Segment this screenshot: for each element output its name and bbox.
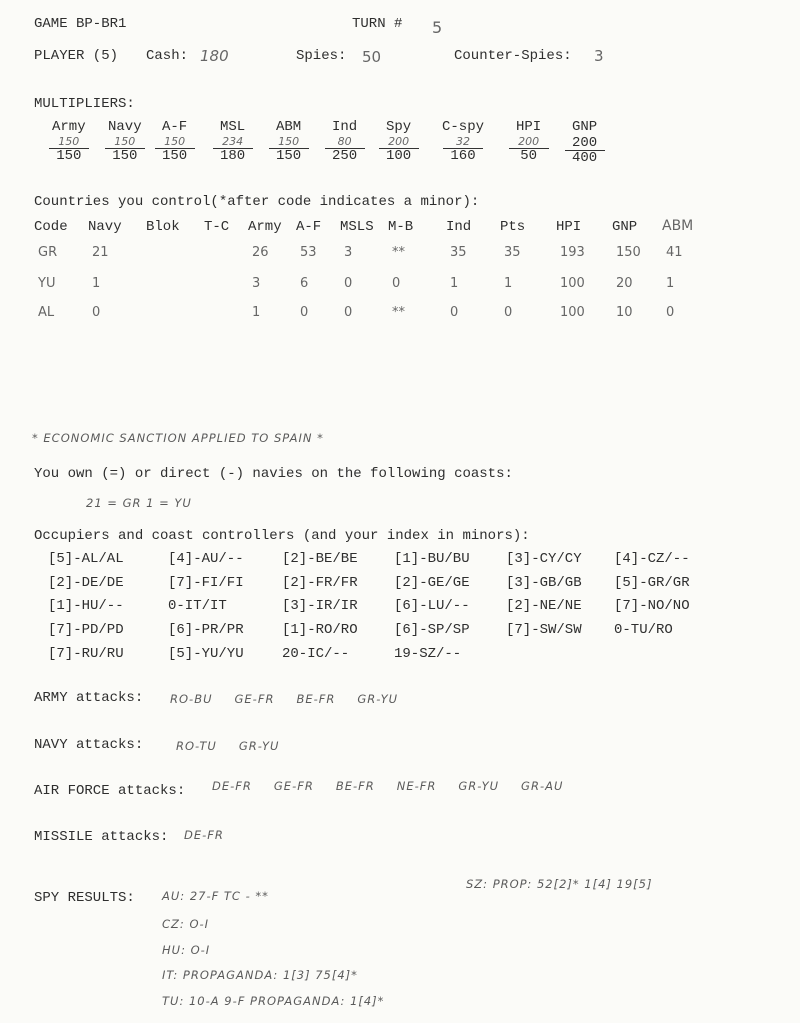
multiplier-fraction [379,136,419,164]
table-cell: 0 [666,305,675,320]
spies-value: 50 [362,48,382,66]
occupier-entry: [4]-CZ/-- [614,551,690,567]
attack-item: GR-YU [458,779,500,793]
table-cell: 0 [450,305,459,320]
column-header: Ind [446,219,472,235]
multiplier-label: ABM [276,119,302,135]
multiplier-denominator: 150 [269,148,309,164]
multiplier-label: Spy [386,119,412,135]
table-cell: 1 [504,276,513,291]
column-header: ABM [662,218,694,234]
multiplier-numerator: 32 [456,135,470,148]
table-cell: 6 [300,276,309,291]
occupier-entry: 19-SZ/-- [394,646,462,662]
turn-label: TURN # [352,16,403,32]
attack-item: BE-FR [296,692,336,706]
air-attacks-list [212,779,585,793]
multiplier-numerator: 234 [222,135,244,148]
table-cell: 1 [252,305,261,320]
multiplier-denominator: 150 [155,148,195,164]
table-cell: 0 [504,305,513,320]
attack-item: NE-FR [396,779,437,793]
occupier-entry: [5]-YU/YU [168,646,244,662]
occupier-entry: [7]-RU/RU [48,646,124,662]
occupier-entry: [5]-GR/GR [614,575,690,591]
column-header: T-C [204,219,230,235]
column-header: GNP [612,219,638,235]
table-cell: 3 [344,245,353,260]
sanction-note: * ECONOMIC SANCTION APPLIED TO SPAIN * [32,431,324,445]
table-cell: 193 [560,245,585,260]
table-cell: ** [392,245,405,260]
table-cell: 10 [616,305,633,320]
occupier-entry: [7]-SW/SW [506,622,582,638]
table-cell: ** [392,305,405,320]
multiplier-fraction [49,136,89,164]
occupiers-title: Occupiers and coast controllers (and your index in minors): [34,528,530,544]
table-cell: 0 [392,276,401,291]
attack-item: GR-YU [357,692,399,706]
air-attacks-label: AIR FORCE attacks: [34,783,186,799]
table-cell: 35 [450,245,467,260]
multiplier-fraction [443,136,483,164]
column-header: Code [34,219,68,235]
table-cell: 1 [450,276,459,291]
table-cell: 0 [344,305,353,320]
multiplier-numerator: 150 [278,135,300,148]
table-cell: 0 [92,305,101,320]
attack-item: GE-FR [273,779,314,793]
table-cell: 100 [560,305,585,320]
multiplier-denominator: 400 [565,150,605,166]
multiplier-fraction [213,136,253,164]
multiplier-denominator: 160 [443,148,483,164]
spy-result-line: HU: O-I [162,943,211,957]
column-header: Army [248,219,282,235]
attack-item: DE-FR [184,828,224,842]
multiplier-fraction [105,136,145,164]
spy-result-line: TU: 10-A 9-F PROPAGANDA: 1[4]* [162,994,385,1008]
occupier-entry: [3]-GB/GB [506,575,582,591]
occupier-entry: [3]-CY/CY [506,551,582,567]
multiplier-numerator: 200 [388,135,410,148]
table-cell: 35 [504,245,521,260]
counter-spies-value: 3 [594,47,604,65]
multiplier-label: MSL [220,119,246,135]
table-cell: 0 [300,305,309,320]
occupier-entry: [5]-AL/AL [48,551,124,567]
table-cell: 1 [666,276,675,291]
multiplier-denominator: 100 [379,148,419,164]
column-header: HPI [556,219,582,235]
occupier-entry: [2]-DE/DE [48,575,124,591]
occupier-entry: [7]-PD/PD [48,622,124,638]
navies-title: You own (=) or direct (-) navies on the following coasts: [34,466,513,482]
multiplier-numerator: 150 [114,135,136,148]
attack-item: GR-YU [238,739,280,753]
attack-item: GE-FR [234,692,275,706]
occupier-entry: [6]-LU/-- [394,598,470,614]
navies-value: 21 = GR 1 = YU [86,496,192,510]
occupier-entry: [6]-PR/PR [168,622,244,638]
army-attacks-list [170,692,420,706]
multiplier-label: Army [52,119,86,135]
multiplier-numerator: 80 [337,135,352,148]
occupier-entry: [1]-BU/BU [394,551,470,567]
column-header: MSLS [340,219,374,235]
multiplier-numerator: 200 [518,135,540,148]
spies-label: Spies: [296,48,347,64]
occupier-entry: [7]-NO/NO [614,598,690,614]
column-header: Blok [146,219,180,235]
attack-item: DE-FR [212,779,252,793]
column-header: M-B [388,219,414,235]
multiplier-denominator: 150 [49,148,89,164]
multiplier-numerator: 150 [164,135,186,148]
occupier-entry: 20-IC/-- [282,646,350,662]
table-cell: 53 [300,245,317,260]
occupier-entry: 0-IT/IT [168,598,227,614]
multiplier-label: HPI [516,119,542,135]
attack-item: GR-AU [521,779,564,793]
table-cell: GR [38,245,58,260]
table-cell: AL [38,305,55,320]
table-cell: 100 [560,276,585,291]
multiplier-fraction [565,136,605,166]
attack-item: BE-FR [335,779,375,793]
occupier-entry: [4]-AU/-- [168,551,244,567]
spy-result-line: IT: PROPAGANDA: 1[3] 75[4]* [162,968,358,982]
occupier-entry: [7]-FI/FI [168,575,244,591]
cash-label: Cash: [146,48,189,64]
multiplier-label: A-F [162,119,188,135]
occupier-entry: [1]-RO/RO [282,622,358,638]
occupier-entry: 0-TU/RO [614,622,673,638]
spy-result-line: AU: 27-F TC - ** [162,889,269,903]
table-cell: YU [38,276,56,291]
multiplier-numerator: 150 [58,135,80,148]
cash-value: 180 [200,47,229,65]
table-cell: 3 [252,276,261,291]
attack-item: RO-TU [176,739,217,753]
missile-attacks-label: MISSILE attacks: [34,829,169,845]
table-cell: 26 [252,245,269,260]
spy-results-label: SPY RESULTS: [34,890,135,906]
game-id: GAME BP-BR1 [34,16,127,32]
countries-title: Countries you control(*after code indicates a minor): [34,194,480,210]
spy-result-line: CZ: O-I [162,917,210,931]
multiplier-fraction [269,136,309,164]
multiplier-label: Ind [332,119,358,135]
occupier-entry: [6]-SP/SP [394,622,470,638]
navy-attacks-list [176,739,301,753]
multiplier-label: Navy [108,119,142,135]
multiplier-denominator: 180 [213,148,253,164]
spy-results-sz: SZ: PROP: 52[2]* 1[4] 19[5] [466,877,653,891]
column-header: Pts [500,219,526,235]
multiplier-denominator: 250 [325,148,365,164]
occupier-entry: [2]-FR/FR [282,575,358,591]
player-label: PLAYER (5) [34,48,119,64]
table-cell: 21 [92,245,109,260]
multiplier-fraction [509,136,549,164]
occupier-entry: [3]-IR/IR [282,598,358,614]
table-cell: 1 [92,276,101,291]
occupier-entry: [2]-GE/GE [394,575,470,591]
navy-attacks-label: NAVY attacks: [34,737,144,753]
multiplier-numerator: 200 [571,135,598,151]
occupier-entry: [1]-HU/-- [48,598,124,614]
table-cell: 0 [344,276,353,291]
counter-spies-label: Counter-Spies: [454,48,572,64]
column-header: A-F [296,219,322,235]
multiplier-denominator: 150 [105,148,145,164]
column-header: Navy [88,219,122,235]
multiplier-fraction [325,136,365,164]
missile-attacks-list [184,828,246,842]
table-cell: 41 [666,245,683,260]
table-cell: 150 [616,245,641,260]
multiplier-fraction [155,136,195,164]
attack-item: RO-BU [170,692,213,706]
multiplier-label: C-spy [442,119,485,135]
table-cell: 20 [616,276,633,291]
multipliers-title: MULTIPLIERS: [34,96,135,112]
multiplier-label: GNP [572,119,598,135]
occupier-entry: [2]-NE/NE [506,598,582,614]
army-attacks-label: ARMY attacks: [34,690,144,706]
occupier-entry: [2]-BE/BE [282,551,358,567]
multiplier-denominator: 50 [509,148,549,164]
turn-value: 5 [432,18,443,37]
